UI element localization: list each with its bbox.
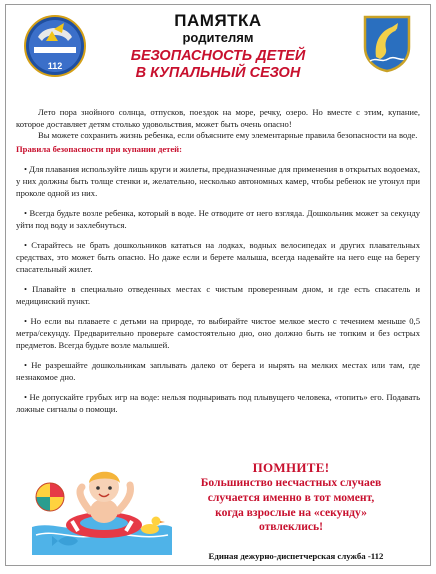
city-coat-of-arms-icon [362,13,412,73]
emblem-number: 112 [47,61,63,71]
remember-line: случается именно в тот момент, [207,490,375,504]
bullet-icon: • [24,360,28,371]
emergency-service-emblem-icon [24,13,86,79]
remember-line: Большинство несчастных случаев [200,476,382,489]
bullet-icon: • [24,164,28,175]
rule-item: • Для плавания используйте лишь круги и жилеты, предназначенные для применения в открытых водоемах, у них должны быть толще стенки и, желательно, несколько автономных камер, чтобы ребенок не утонул при проколе одной из них. [16,164,420,198]
remember-block [181,460,401,535]
memo-sheet [5,4,431,566]
child-swimming-ring-icon [32,455,172,555]
service-footer: Единая дежурно-диспетчерская служба -112 [208,551,384,561]
intro-paragraph-2: Вы можете сохранить жизнь ребенка, если объясните ему элементарные правила безопасности на воде. [38,130,418,141]
bullet-icon: • [24,240,28,251]
page-subtitle: родителям [182,30,254,45]
bullet-icon: • [24,392,28,403]
bullet-icon: • [24,208,28,219]
rule-item: • Всегда будьте возле ребенка, который в воде. Не отводите от него взгляда. Дошкольник может за секунду уйти под воду и захлебнуться. [16,208,420,230]
page-title: ПАМЯТКА [174,11,262,30]
bullet-icon: • [24,316,28,327]
rule-item: • Не допускайте грубых игр на воде: нельзя подныривать под плывущего человека, «топить» его. Подавать ложные сигналы о помощи. [16,392,420,414]
heading-line-2: В КУПАЛЬНЫЙ СЕЗОН [135,65,301,81]
header [101,11,335,82]
remember-line: отвлеклись! [258,520,324,534]
rules-heading: Правила безопасности при купании детей: [16,143,182,154]
rule-item: • Но если вы плаваете с детьми на природе, то выбирайте чистое мелкое место с течением меньше 0,5 метра/секунду. Предварительно проверьте самостоятельно дно, оно должно быть не топким и без острых предметов. Всегда будьте возле малышей. [16,316,421,350]
bullet-icon: • [24,284,28,295]
remember-line: когда взрослые на «секунду» [215,505,367,519]
rule-item: • Старайтесь не брать дошкольников кататься на лодках, водных велосипедах и других плавательных средствах, это может быть опасно. Но даже если и берете малыша, всегда надевайте на него еще на берегу спасательный жилет. [16,240,420,274]
heading-line-1: БЕЗОПАСНОСТЬ ДЕТЕЙ [130,48,306,64]
rule-item: • Не разрешайте дошкольникам заплывать далеко от берега и нырять на мелких местах или там, где незнакомое дно. [16,360,420,382]
remember-title: ПОМНИТЕ! [252,460,330,475]
memo-body [16,107,420,415]
rule-item: • Плавайте в специально отведенных местах с чистым проверенным дном, и где есть спасатель и медицинский пункт. [16,284,420,306]
intro-paragraph-1: Лето пора знойного солнца, отпусков, поездок на море, речку, озеро. Но вместе с этим, купание, которое доставляет детям столько удовольствия, может быть очень опасно! [16,107,420,129]
